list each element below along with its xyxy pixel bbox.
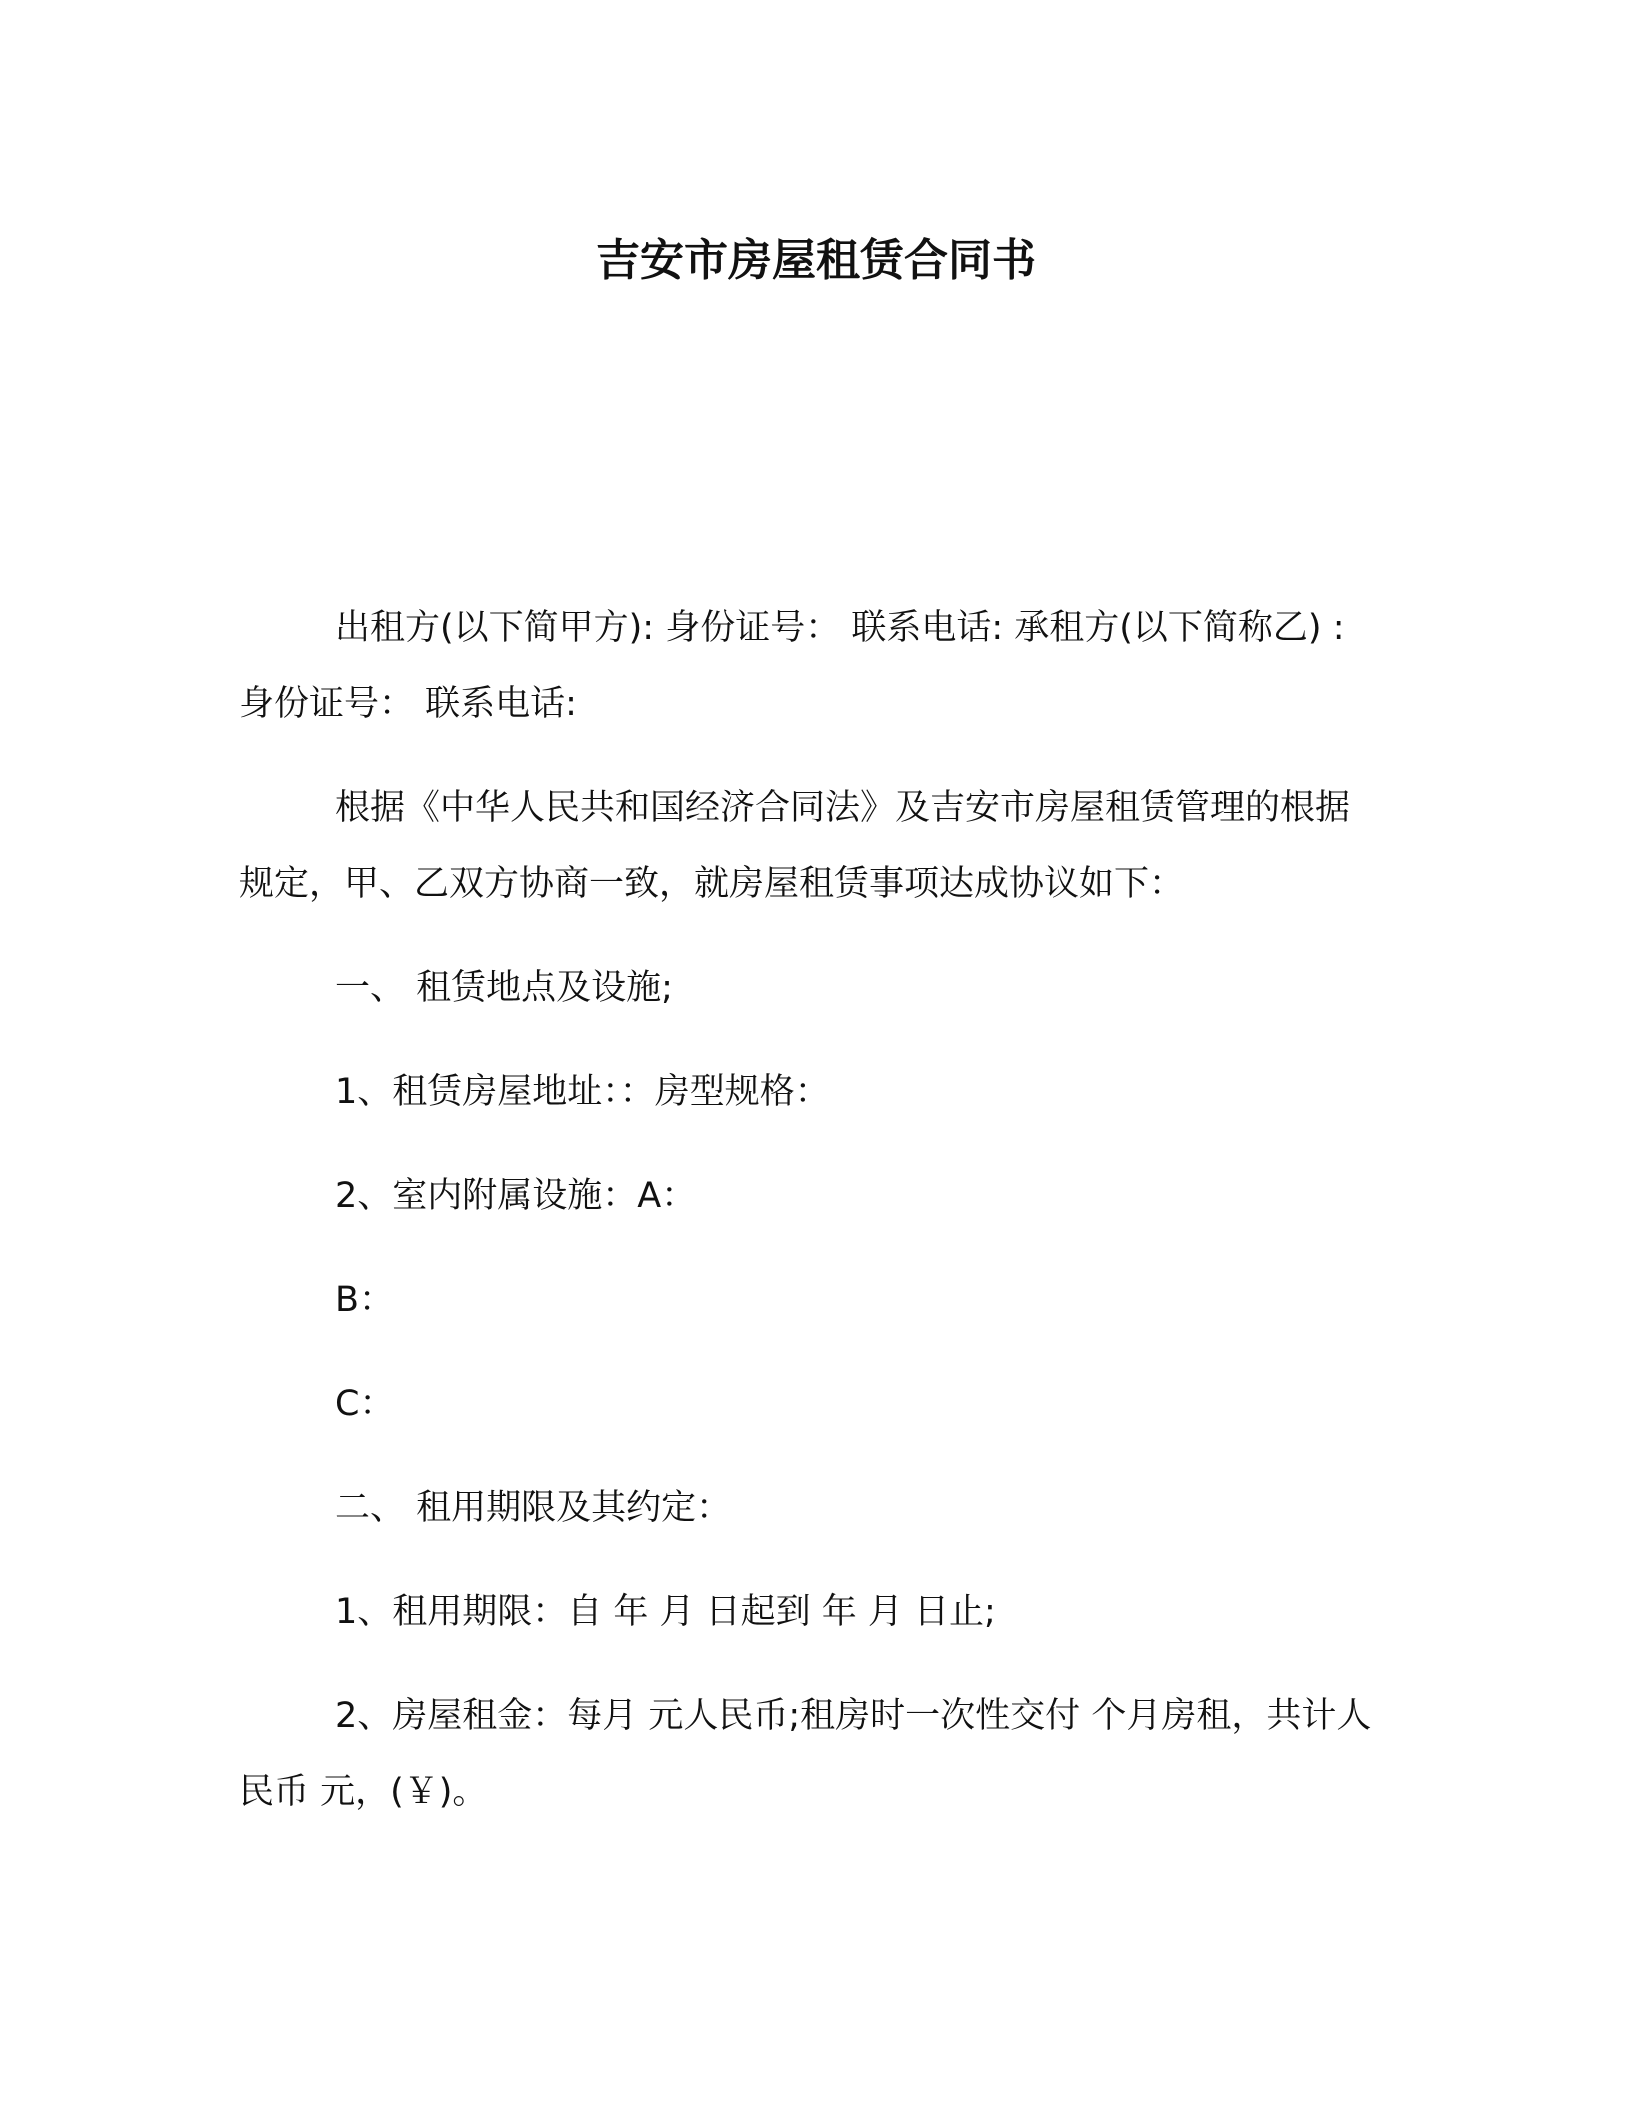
document-body: [239, 590, 1379, 1858]
paragraph-facilities-b: B：: [335, 1280, 395, 1320]
paragraph-lease-period: 1、租用期限：自 年 月 日起到 年 月 日止;: [335, 1592, 996, 1632]
paragraph-facilities-c: C：: [335, 1384, 395, 1424]
paragraph-facilities-a: 2、室内附属设施：A：: [335, 1176, 697, 1216]
paragraph-address: 1、租赁房屋地址：：房型规格：: [335, 1072, 830, 1112]
section-heading-lease-term: 二、 租用期限及其约定：: [335, 1488, 732, 1528]
paragraph-legal-basis: 根据《中华人民共和国经济合同法》及吉安市房屋租赁管理的根据规定，甲、乙双方协商一致，就房屋租赁事项达成协议如下：: [239, 788, 1351, 904]
document-title: 吉安市房屋租赁合同书: [596, 235, 1036, 286]
section-heading-location-facilities: 一、 租赁地点及设施;: [335, 968, 673, 1008]
paragraph-rent: 2、房屋租金：每月 元人民币;租房时一次性交付 个月房租，共计人民币 元，(￥)。: [239, 1696, 1372, 1812]
paragraph-parties: 出租方(以下简甲方): 身份证号： 联系电话: 承租方(以下简称乙) : 身份证号： 联系电话:: [239, 608, 1345, 724]
